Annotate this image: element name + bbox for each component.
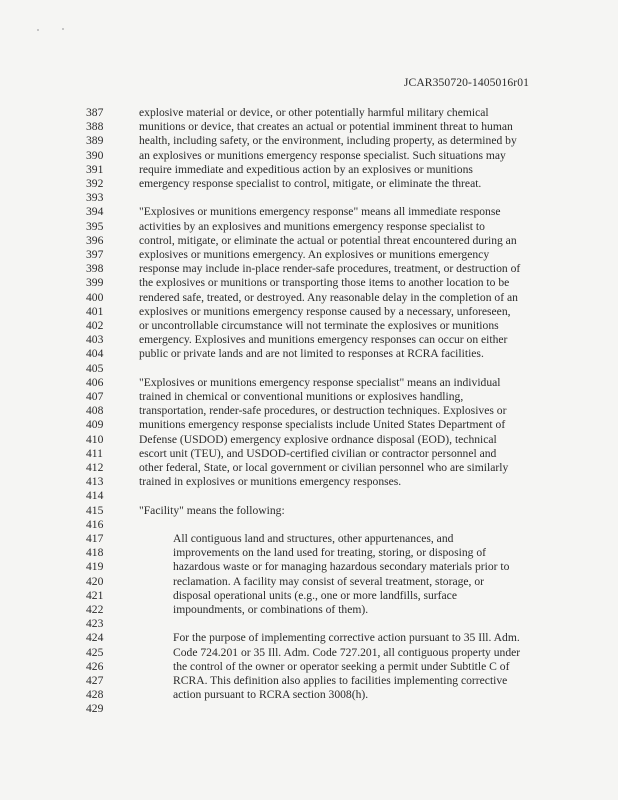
line-text: reclamation. A facility may consist of several treatment, storage, or: [173, 574, 484, 588]
line-text: control, mitigate, or eliminate the actual or potential threat encountered during an: [139, 233, 517, 247]
line-text: an explosives or munitions emergency response specialist. Such situations may: [139, 148, 506, 162]
line-number: 409: [86, 418, 104, 432]
line-text: disposal operational units (e.g., one or more landfills, surface: [173, 588, 457, 602]
line-text: activities by an explosives and munitions emergency response specialist to: [139, 219, 485, 233]
line-text: explosive material or device, or other potentially harmful military chemical: [139, 106, 489, 119]
line-text: RCRA. This definition also applies to facilities implementing corrective: [173, 674, 508, 687]
line-text: trained in explosives or munitions emergency responses.: [139, 475, 402, 489]
line-number: 426: [86, 659, 104, 673]
line-number: 412: [86, 461, 104, 474]
line-text: transportation, render-safe procedures, or destruction techniques. Explosives or: [139, 404, 507, 418]
line-number: 407: [86, 390, 104, 403]
line-number: 419: [86, 560, 104, 574]
line-text: explosives or munitions emergency response caused by a necessary, unforeseen,: [139, 304, 511, 318]
line-number: 418: [86, 546, 104, 560]
line-number: 423: [86, 617, 104, 631]
line-number: 427: [86, 674, 104, 687]
line-number: 410: [86, 432, 104, 446]
line-number: 394: [86, 205, 104, 219]
line-text: Code 724.201 or 35 Ill. Adm. Code 727.201, all contiguous property under: [173, 645, 521, 659]
line-text: improvements on the land used for treating, storing, or disposing of: [173, 546, 486, 560]
line-number: 413: [86, 475, 104, 489]
line-text: emergency response specialist to control, mitigate, or eliminate the threat.: [139, 177, 482, 190]
line-number: 399: [86, 276, 104, 290]
line-text: health, including safety, or the environment, including property, as determined by: [139, 134, 517, 148]
line-text: "Explosives or munitions emergency response specialist" means an individual: [139, 375, 501, 389]
line-number: 387: [86, 106, 104, 119]
line-text: or uncontrollable circumstance will not terminate the explosives or munitions: [139, 319, 499, 332]
line-number: 402: [86, 319, 104, 332]
line-number: 428: [86, 688, 104, 702]
line-text: All contiguous land and structures, other appurtenances, and: [173, 532, 454, 545]
line-number: 403: [86, 333, 104, 347]
line-text: munitions or device, that creates an actual or potential imminent threat to human: [139, 120, 513, 134]
line-text: require immediate and expeditious action by an explosives or munitions: [139, 162, 473, 176]
line-number: 417: [86, 532, 104, 545]
line-number: 406: [86, 375, 104, 389]
line-number: 390: [86, 148, 104, 162]
line-text: Defense (USDOD) emergency explosive ordnance disposal (EOD), technical: [139, 432, 497, 446]
line-text: impoundments, or combinations of them).: [173, 603, 369, 616]
line-text: "Facility" means the following:: [139, 503, 285, 517]
line-number: 408: [86, 404, 104, 418]
line-number: 397: [86, 248, 104, 261]
line-text: trained in chemical or conventional munitions or explosives handling,: [139, 390, 464, 403]
line-number: 415: [86, 503, 104, 517]
line-text: For the purpose of implementing corrective action pursuant to 35 Ill. Adm.: [173, 631, 520, 645]
line-number: 425: [86, 645, 104, 659]
line-text: explosives or munitions emergency. An explosives or munitions emergency: [139, 248, 490, 261]
line-text: rendered safe, treated, or destroyed. Any reasonable delay in the completion of an: [139, 290, 518, 304]
scan-speck: [37, 29, 39, 31]
line-text: action pursuant to RCRA section 3008(h).: [173, 688, 369, 702]
line-text: munitions emergency response specialists include United States Department of: [139, 418, 506, 432]
line-text: hazardous waste or for managing hazardous secondary materials prior to: [173, 560, 510, 574]
line-number: 393: [86, 191, 104, 205]
line-number: 420: [86, 574, 104, 588]
line-text: public or private lands and are not limited to responses at RCRA facilities.: [139, 347, 484, 361]
line-number: 396: [86, 233, 104, 247]
line-number: 429: [86, 702, 104, 716]
line-number: 400: [86, 290, 104, 304]
line-number: 414: [86, 489, 104, 503]
line-number: 391: [86, 162, 104, 176]
line-text: escort unit (TEU), and USDOD-certified civilian or contractor personnel and: [139, 446, 497, 460]
line-number: 421: [86, 588, 104, 602]
line-number: 422: [86, 603, 104, 616]
scan-speck: [62, 28, 64, 30]
line-number: 395: [86, 219, 104, 233]
line-number: 416: [86, 517, 104, 531]
document-id: JCAR350720-1405016r01: [403, 76, 529, 89]
line-number: 405: [86, 361, 104, 375]
line-text: the control of the owner or operator seeking a permit under Subtitle C of: [173, 659, 510, 673]
line-number: 404: [86, 347, 104, 361]
line-number: 411: [86, 446, 103, 460]
line-text: emergency. Explosives and munitions emergency responses can occur on either: [139, 333, 508, 347]
line-number: 398: [86, 262, 104, 276]
line-number: 389: [86, 134, 104, 148]
line-number: 401: [86, 304, 104, 318]
line-text: other federal, State, or local government or civilian personnel who are similarly: [139, 461, 509, 474]
line-text: the explosives or munitions or transporting those items to another location to be: [139, 276, 510, 290]
line-number: 392: [86, 177, 104, 190]
line-text: response may include in-place render-safe procedures, treatment, or destruction of: [139, 262, 521, 276]
line-text: "Explosives or munitions emergency response" means all immediate response: [139, 205, 501, 219]
line-number: 424: [86, 631, 104, 645]
line-number: 388: [86, 120, 104, 134]
